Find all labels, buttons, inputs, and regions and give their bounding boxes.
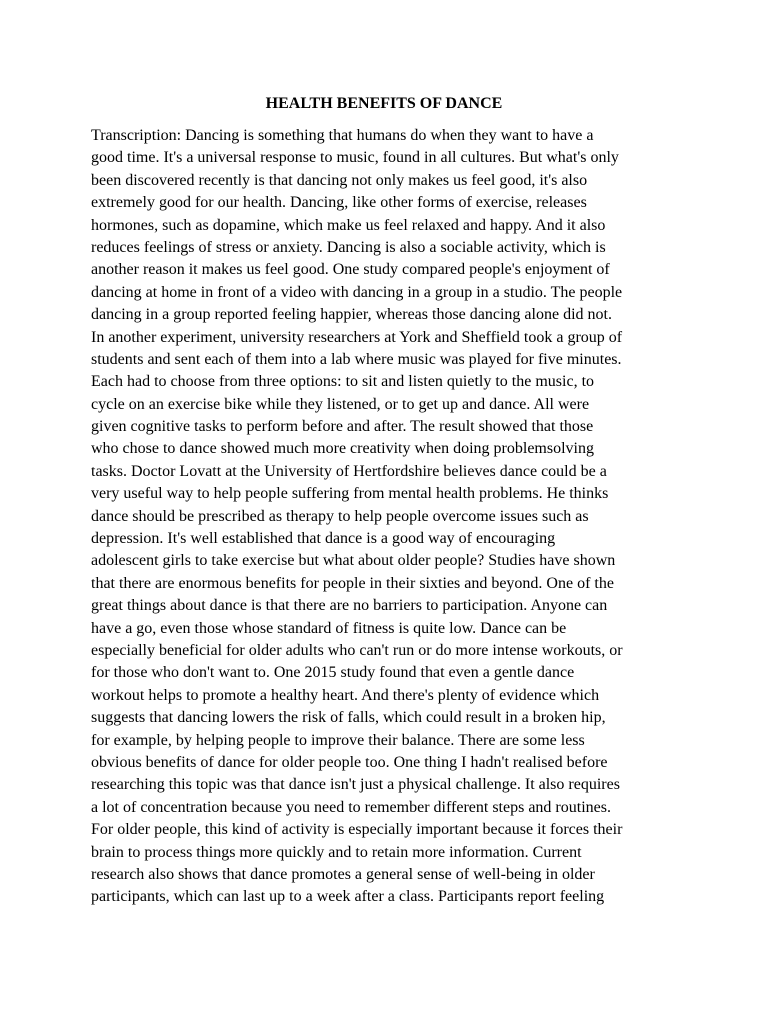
body-line: research also shows that dance promotes a general sense of well-being in older bbox=[91, 865, 595, 883]
body-line: given cognitive tasks to perform before and after. The result showed that those bbox=[91, 418, 594, 436]
body-line: especially beneficial for older adults who can't run or do more intense workouts, or bbox=[91, 641, 623, 659]
body-line: participants, which can last up to a week after a class. Participants report feeling bbox=[91, 888, 605, 906]
body-line: that there are enormous benefits for people in their sixties and beyond. One of the bbox=[91, 574, 614, 592]
body-line: who chose to dance showed much more creativity when doing problemsolving bbox=[91, 440, 594, 458]
body-line: cycle on an exercise bike while they listened, or to get up and dance. All were bbox=[91, 395, 590, 413]
body-line: Each had to choose from three options: to sit and listen quietly to the music, to bbox=[91, 373, 595, 391]
body-line: researching this topic was that dance isn't just a physical challenge. It also requires bbox=[91, 776, 620, 794]
body-line: In another experiment, university researchers at York and Sheffield took a group of bbox=[91, 328, 623, 346]
body-line: tasks. Doctor Lovatt at the University of Hertfordshire believes dance could be a bbox=[91, 462, 607, 480]
body-line: obvious benefits of dance for older people too. One thing I hadn't realised before bbox=[91, 753, 608, 771]
body-line: dance should be prescribed as therapy to help people overcome issues such as bbox=[91, 507, 589, 525]
body-line: suggests that dancing lowers the risk of falls, which could result in a broken hip, bbox=[91, 709, 606, 727]
document-body bbox=[91, 125, 711, 909]
body-line: For older people, this kind of activity is especially important because it forces their bbox=[91, 821, 623, 839]
body-line: great things about dance is that there are no barriers to participation. Anyone can bbox=[91, 597, 608, 615]
body-line: have a go, even those whose standard of fitness is quite low. Dance can be bbox=[91, 619, 567, 637]
body-line: workout helps to promote a healthy heart. And there's plenty of evidence which bbox=[91, 686, 600, 704]
body-line: extremely good for our health. Dancing, like other forms of exercise, releases bbox=[91, 194, 587, 212]
body-line: a lot of concentration because you need to remember different steps and routines. bbox=[91, 798, 611, 816]
body-line: reduces feelings of stress or anxiety. Dancing is also a sociable activity, which is bbox=[91, 238, 606, 256]
body-line: adolescent girls to take exercise but what about older people? Studies have shown bbox=[91, 552, 616, 570]
body-line: depression. It's well established that dance is a good way of encouraging bbox=[91, 530, 556, 548]
body-line: hormones, such as dopamine, which make us feel relaxed and happy. And it also bbox=[91, 216, 606, 234]
body-line: dancing in a group reported feeling happier, whereas those dancing alone did not. bbox=[91, 306, 612, 324]
body-line: been discovered recently is that dancing not only makes us feel good, it's also bbox=[91, 171, 588, 189]
body-line: dancing at home in front of a video with dancing in a group in a studio. The people bbox=[91, 283, 623, 301]
body-line: very useful way to help people suffering from mental health problems. He thinks bbox=[91, 485, 609, 503]
body-line: another reason it makes us feel good. One study compared people's enjoyment of bbox=[91, 261, 610, 279]
body-line: for example, by helping people to improve their balance. There are some less bbox=[91, 731, 585, 749]
body-line: brain to process things more quickly and to retain more information. Current bbox=[91, 843, 582, 861]
document-title: HEALTH BENEFITS OF DANCE bbox=[265, 95, 503, 112]
body-line: students and sent each of them into a lab where music was played for five minutes. bbox=[91, 350, 622, 368]
body-line: for those who don't want to. One 2015 study found that even a gentle dance bbox=[91, 664, 575, 682]
body-line: Transcription: Dancing is something that humans do when they want to have a bbox=[91, 127, 594, 144]
body-line: good time. It's a universal response to music, found in all cultures. But what's only bbox=[91, 149, 619, 167]
